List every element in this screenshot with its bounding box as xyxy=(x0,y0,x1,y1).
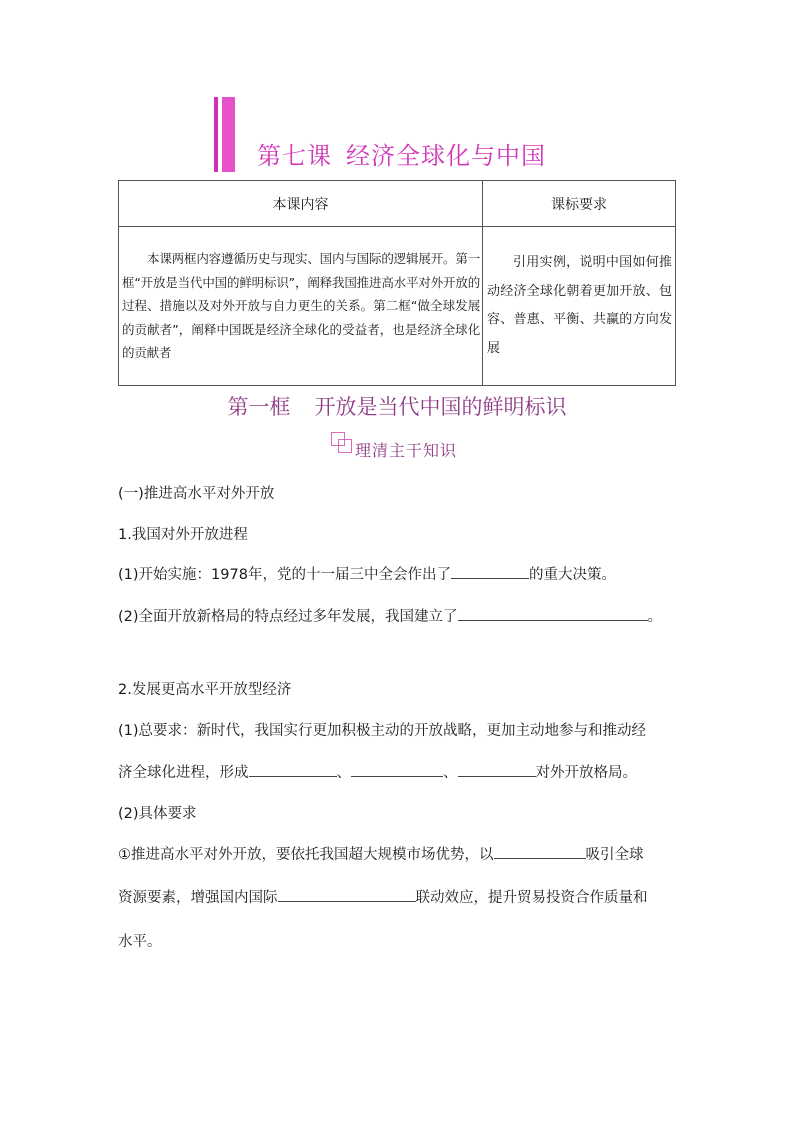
lesson-title xyxy=(257,138,546,174)
fill-blank[interactable] xyxy=(458,605,648,621)
fill-blank[interactable] xyxy=(351,761,443,777)
table-header-content: 本课内容 xyxy=(119,181,483,227)
lesson-number: 第七课 xyxy=(257,142,332,170)
fill-blank[interactable] xyxy=(451,563,529,579)
table-header-requirements: 课标要求 xyxy=(483,181,676,227)
table-cell-content: 本课两框内容遵循历史与现实、国内与国际的逻辑展开。第一框“开放是当代中国的鲜明标识”，阐释我国推进高水平对外开放的过程、措施以及对外开放与自力更生的关系。第二框“做全球发展的贡献者”，阐释中国既是经济全球化的受益者，也是经济全球化的贡献者 xyxy=(119,227,483,386)
heading-1-2: 2.发展更高水平开放型经济 xyxy=(118,682,292,698)
paragraph-7: 资源要素，增强国内国际 联动效应，提升贸易投资合作质量和 xyxy=(118,886,648,907)
fill-blank[interactable] xyxy=(249,761,337,777)
heading-1-1: 1.我国对外开放进程 xyxy=(118,527,248,543)
paragraph-4: 济全球化进程，形成 、 、 对外开放格局。 xyxy=(118,761,637,782)
paragraph-2: (2)全面开放新格局的特点经过多年发展，我国建立了 。 xyxy=(118,605,662,626)
subtitle-frame: 第一框 xyxy=(227,395,291,419)
paragraph-6: ①推进高水平对外开放，要依托我国超大规模市场优势，以 吸引全球 xyxy=(118,843,644,864)
paragraph-1: (1)开始实施：1978年，党的十一届三中全会作出了 的重大决策。 xyxy=(118,563,616,584)
fill-blank[interactable] xyxy=(458,761,536,777)
title-accent-bar-thin xyxy=(214,97,218,172)
lesson-overview-table xyxy=(118,180,676,386)
paragraph-8: 水平。 xyxy=(118,934,162,950)
title-accent-bar-thick xyxy=(222,97,235,172)
section-subtitle xyxy=(0,391,794,421)
heading-1: (一)推进高水平对外开放 xyxy=(118,486,275,502)
paragraph-3: (1)总要求：新时代，我国实行更加积极主动的开放战略，更加主动地参与和推动经 xyxy=(118,723,647,739)
overlapping-squares-icon xyxy=(331,432,353,454)
fill-blank[interactable] xyxy=(278,886,416,902)
paragraph-5: (2)具体要求 xyxy=(118,806,197,822)
subtitle-topic: 开放是当代中国的鲜明标识 xyxy=(314,395,567,419)
table-cell-requirements: 引用实例，说明中国如何推动经济全球化朝着更加开放、包容、普惠、平衡、共赢的方向发展 xyxy=(483,227,676,386)
knowledge-section-label: 理清主干知识 xyxy=(355,441,458,460)
fill-blank[interactable] xyxy=(494,843,586,859)
lesson-name: 经济全球化与中国 xyxy=(346,142,546,170)
